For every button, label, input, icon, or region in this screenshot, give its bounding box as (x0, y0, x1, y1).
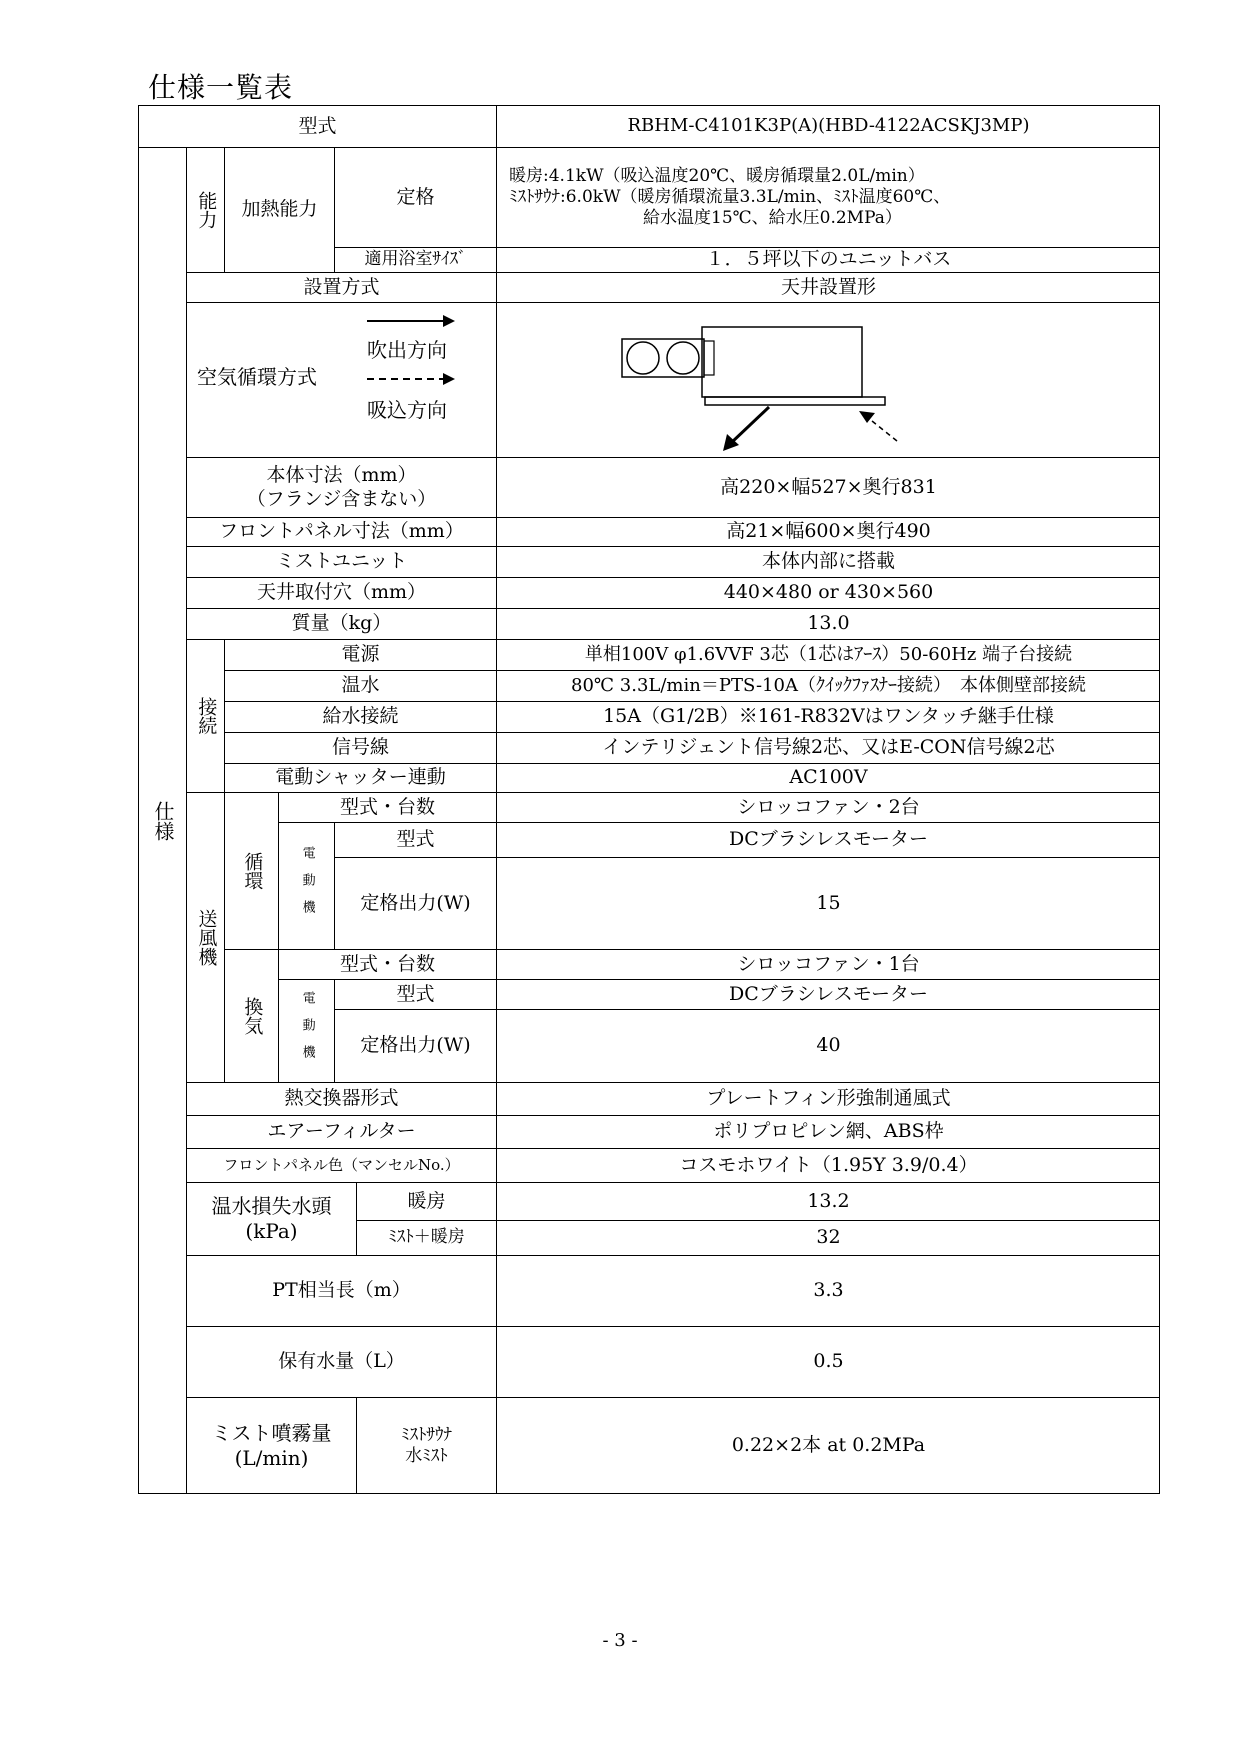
signal-label: 信号線 (224, 732, 496, 763)
panel-dimension-value: 高21×幅600×奥行490 (496, 517, 1160, 546)
air-filter-value: ポリプロピレン網、ABS枠 (496, 1115, 1160, 1148)
panel-color-value: コスモホワイト（1.95Y 3.9/0.4） (496, 1148, 1160, 1182)
mist-spray-value: 0.22×2本 at 0.2MPa (496, 1397, 1160, 1494)
page-number: - 3 - (602, 1630, 638, 1651)
pt-length-value: 3.3 (496, 1255, 1160, 1326)
air-filter-label: エアーフィルター (186, 1115, 496, 1148)
circ-type-label: 型式 (334, 822, 496, 857)
water-supply-label: 給水接続 (224, 701, 496, 732)
signal-value: インテリジェント信号線2芯、又はE-CON信号線2芯 (496, 732, 1160, 763)
panel-color-label: フロントパネル色（マンセルNo.） (186, 1148, 496, 1182)
circ-type-value: DCブラシレスモーター (496, 822, 1160, 857)
air-circulation-diagram-cell (496, 302, 1160, 457)
circulation-label: 循環 (224, 792, 278, 949)
mist-spray-sub-2: 水ﾐｽﾄ (405, 1446, 448, 1466)
circ-type-count-value: シロッコファン・2台 (496, 792, 1160, 822)
hotwater-value: 80℃ 3.3L/min＝PTS-10A（ｸｲｯｸﾌｧｽﾅｰ接続） 本体側壁部接続 (496, 670, 1160, 701)
body-dimension-label-1: 本体寸法（mm） (266, 463, 417, 486)
mist-spray-sub-1: ﾐｽﾄｻｳﾅ (401, 1424, 452, 1445)
spec-label: 仕様 (138, 147, 186, 1494)
power-label: 電源 (224, 639, 496, 670)
circ-output-label: 定格出力(W) (334, 857, 496, 949)
circ-type-count-label: 型式・台数 (278, 792, 496, 822)
rated-value (496, 147, 1160, 247)
outflow-arrow-icon (365, 311, 455, 331)
water-supply-value: 15A（G1/2B）※161-R832Vはワンタッチ継手仕様 (496, 701, 1160, 732)
shutter-value: AC100V (496, 763, 1160, 792)
vent-type-count-label: 型式・台数 (278, 949, 496, 979)
inflow-arrow-icon (365, 369, 455, 389)
head-loss-mist-value: 32 (496, 1220, 1160, 1255)
vent-type-label: 型式 (334, 979, 496, 1009)
body-dimension-label (186, 457, 496, 517)
head-loss-label (186, 1182, 356, 1255)
vent-type-count-value: シロッコファン・1台 (496, 949, 1160, 979)
fan-label: 送風機 (186, 792, 224, 1082)
heat-exchanger-value: プレートフィン形強制通風式 (496, 1082, 1160, 1115)
rated-line-3: 給水温度15℃、給水圧0.2MPa） (643, 208, 902, 229)
ceiling-hole-value: 440×480 or 430×560 (496, 577, 1160, 608)
mist-unit-value: 本体内部に搭載 (496, 546, 1160, 577)
header-model-value: RBHM-C4101K3P(A)(HBD-4122ACSKJ3MP) (496, 105, 1160, 147)
mist-spray-label-1: ミスト噴霧量 (211, 1421, 332, 1445)
head-loss-heat-label: 暖房 (356, 1182, 496, 1220)
shutter-label: 電動シャッター連動 (224, 763, 496, 792)
heat-exchanger-label: 熱交換器形式 (186, 1082, 496, 1115)
water-hold-label: 保有水量（L） (186, 1326, 496, 1397)
air-circulation-label-cell (186, 302, 496, 457)
rated-line-2: ﾐｽﾄｻｳﾅ:6.0kW（暖房循環流量3.3L/min、ﾐｽﾄ温度60℃、 (509, 186, 951, 207)
bath-size-label: 適用浴室ｻｲｽﾞ (334, 247, 496, 272)
panel-dimension-label: フロントパネル寸法（mm） (186, 517, 496, 546)
mass-label: 質量（kg） (186, 608, 496, 639)
water-hold-value: 0.5 (496, 1326, 1160, 1397)
circ-output-value: 15 (496, 857, 1160, 949)
head-loss-heat-value: 13.2 (496, 1182, 1160, 1220)
inflow-direction-label: 吸込方向 (367, 398, 447, 422)
head-loss-label-1: 温水損失水頭 (211, 1194, 332, 1218)
mist-spray-sub-label (356, 1397, 496, 1494)
bath-size-value: １．５坪以下のユニットバス (496, 247, 1160, 272)
capacity-label: 能力 (186, 147, 224, 272)
body-dimension-value: 高220×幅527×奥行831 (496, 457, 1160, 517)
mist-spray-label (186, 1397, 356, 1494)
head-loss-label-2: (kPa) (245, 1219, 298, 1243)
connection-label: 接続 (186, 639, 224, 792)
ceiling-hole-label: 天井取付穴（mm） (186, 577, 496, 608)
page-title: 仕様一覧表 (148, 71, 294, 104)
mist-spray-label-2: (L/min) (234, 1446, 309, 1470)
hotwater-label: 温水 (224, 670, 496, 701)
power-value: 単相100V φ1.6VVF 3芯（1芯はｱｰｽ）50-60Hz 端子台接続 (496, 639, 1160, 670)
circ-motor-label: 電動機 (278, 822, 334, 949)
header-model-label: 型式 (138, 105, 496, 147)
pt-length-label: PT相当長（m） (186, 1255, 496, 1326)
air-circulation-label: 空気循環方式 (197, 365, 317, 389)
heating-capacity-label: 加熱能力 (224, 147, 334, 272)
ventilation-label: 換気 (224, 949, 278, 1082)
mist-unit-label: ミストユニット (186, 546, 496, 577)
install-label: 設置方式 (186, 272, 496, 302)
mass-value: 13.0 (496, 608, 1160, 639)
rated-label: 定格 (334, 147, 496, 247)
head-loss-mist-label: ﾐｽﾄ＋暖房 (356, 1220, 496, 1255)
rated-line-1: 暖房:4.1kW（吸込温度20℃、暖房循環量2.0L/min） (509, 165, 925, 186)
unit-airflow-diagram (497, 303, 1160, 457)
vent-output-value: 40 (496, 1009, 1160, 1082)
vent-motor-label: 電動機 (278, 979, 334, 1082)
body-dimension-label-2: （フランジ含まない） (246, 487, 437, 510)
vent-type-value: DCブラシレスモーター (496, 979, 1160, 1009)
vent-output-label: 定格出力(W) (334, 1009, 496, 1082)
install-value: 天井設置形 (496, 272, 1160, 302)
outflow-direction-label: 吹出方向 (367, 338, 447, 362)
